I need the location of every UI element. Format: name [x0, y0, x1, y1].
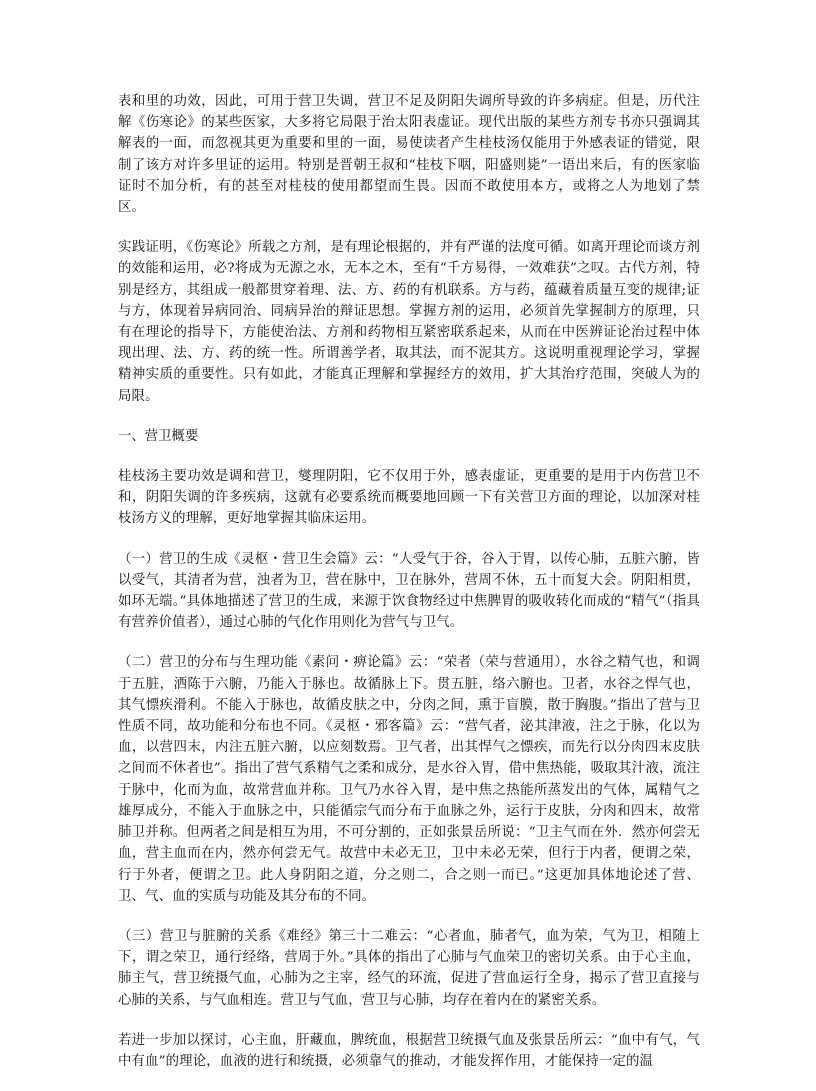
paragraph-ying-wei-organs: （三）营卫与脏腑的关系《难经》第三十二难云：“心者血，肺者气，血为荣，气为卫，相随上下，谓之荣卫，通行经络，营周于外。”具体的指出了心肺与气血荣卫的密切关系。由于心主血，肺主气，营卫统摄气血，心肺为之主宰，经气的环流，促进了营血运行全身，揭示了营卫直接与心肺的关系，与气血相连。营卫与气血，营卫与心肺，均存在着内在的紧密关系。	[118, 928, 700, 1008]
paragraph-ying-wei-distribution: （二）营卫的分布与生理功能《素问・痹论篇》云：“荣者（荣与营通用），水谷之精气也，和调于五脏，洒陈于六腑，乃能入于脉也。故循脉上下。贯五脏，络六腑也。卫者，水谷之悍气也，其气慓疾滑利。不能入于脉也，故循皮肤之中，分肉之间，熏于盲膜，散于胸腹。”指出了营与卫性质不同，故功能和分布也不同。《灵枢・邪客篇》云：“营气者，泌其津液，注之于脉，化以为血，以营四末，内注五脏六腑，以应刻数焉。卫气者，出其悍气之慓疾，而先行以分肉四末皮肤之间而不休者也”。指出了营气系精气之柔和成分，是水谷入胃，借中焦热能，吸取其汁液，流注于脉中，化而为血，故常营血并称。卫气乃水谷入胃，是中焦之热能所蒸发出的气体，属精气之雄厚成分，不能入于血脉之中，只能循宗气而分布于血脉之外，运行于皮肤，分肉和四末，故常肺卫并称。但两者之间是相互为用，不可分割的，正如张景岳所说：“卫主气而在外．然亦何尝无血，营主血而在内，然亦何尝无气。故营中未必无卫，卫中未必无荣，但行于内者，便谓之荣，行于外者，便谓之卫。此人身阴阳之道，分之则二，合之则一而已。”这更加具体地论述了营、卫、气、血的实质与功能及其分布的不同。	[118, 655, 700, 904]
paragraph-guizhi-decoction-function: 桂枝汤主要功效是调和营卫，燮理阴阳，它不仅用于外，感表虚证，更重要的是用于内伤营卫不和，阴阳失调的许多疾病，这就有必要系统而概要地回顾一下有关营卫方面的理论，以加深对桂枝汤方义的理解，更好地掌握其临床运用。	[118, 469, 700, 527]
section-heading-ying-wei-overview: 一、营卫概要	[118, 428, 199, 444]
paragraph-ying-wei-generation: （一）营卫的生成《灵枢・营卫生会篇》云：“人受气于谷，谷入于胃，以传心肺，五脏六腑，皆以受气，其清者为营，浊者为卫，营在脉中，卫在脉外，营周不休，五十而复大会。阴阳相贯，如环无端。”具体地描述了营卫的生成，来源于饮食物经过中焦脾胃的吸收转化而成的“精气”（指具有营养价值者），通过心肺的气化作用则化为营气与卫气。	[118, 551, 700, 631]
paragraph-practice-proof: 实践证明，《伤寒论》所载之方剂，是有理论根据的，并有严谨的法度可循。如离开理论而谈方剂的效能和运用，必?将成为无源之水，无本之木，至有“千方易得，一效难获”之叹。古代方剂，特别是经方，其组成一般都贯穿着理、法、方、药的有机联系。方与药，蕴藏着质量互变的规律;证与方，体现着异病同治、同病异治的辩证思想。掌握方剂的运用，必须首先掌握制方的原理，只有在理论的指导下，方能使治法、方剂和药物相互紧密联系起来，从而在中医辨证论治过程中体现出理、法、方、药的统一性。所谓善学者，取其法，而不泥其方。这说明重视理论学习，掌握精神实质的重要性。只有如此，才能真正理解和掌握经方的效用，扩大其治疗范围，突破人为的局限。	[118, 240, 700, 404]
document-page	[118, 91, 700, 1091]
paragraph-intro-continuation: 表和里的功效，因此，可用于营卫失调，营卫不足及阴阳失调所导致的许多病症。但是，历代注解《伤寒论》的某些医家，大多将它局限于治太阳表虚证。现代出版的某些方剂专书亦只强调其解表的一面，而忽视其更为重要和里的一面，易使读者产生桂枝汤仅能用于外感表证的错觉，限制了该方对许多里证的运用。特别是晋朝王叔和“桂枝下咽，阳盛则毙”一语出来后，有的医家临证时不加分析，有的甚至对桂枝的使用都望而生畏。因而不敢使用本方，或将之人为地划了禁区。	[118, 94, 700, 216]
paragraph-further-discussion: 若进一步加以探讨，心主血，肝藏血，脾统血，根据营卫统摄气血及张景岳所云：“血中有气，气中有血”的理论，血液的进行和统摄，必须靠气的推动，才能发挥作用，才能保持一定的温	[118, 1032, 700, 1069]
